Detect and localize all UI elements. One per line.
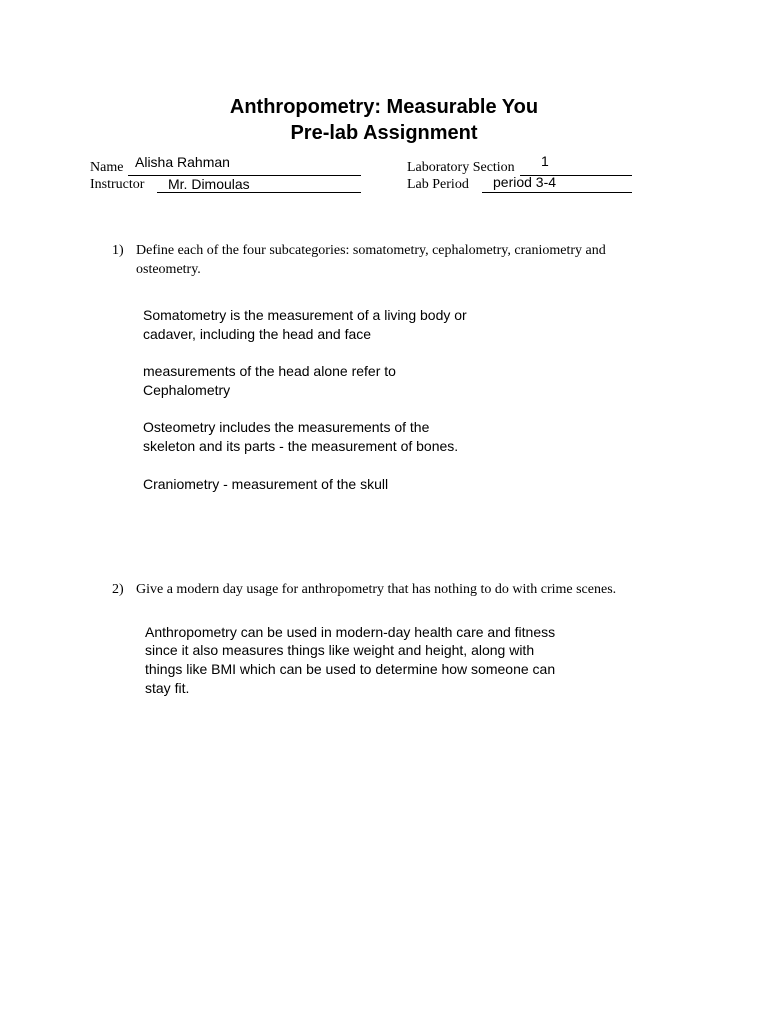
answer-line: skeleton and its parts - the measurement of bones. <box>143 438 459 454</box>
lab-section-value: 1 <box>541 153 549 169</box>
name-value: Alisha Rahman <box>135 154 230 170</box>
answer-line: Cephalometry <box>143 382 231 398</box>
lab-period-value: period 3-4 <box>493 174 557 190</box>
page-subtitle: Pre-lab Assignment <box>290 122 478 144</box>
lab-section-label: Laboratory Section <box>407 160 515 175</box>
question-1 <box>112 241 672 281</box>
lab-period-label: Lab Period <box>407 177 469 192</box>
answer-line: things like BMI which can be used to determine how someone can <box>145 661 556 677</box>
name-label: Name <box>90 160 124 175</box>
question-number: 1) <box>112 243 124 258</box>
answer-line: Craniometry - measurement of the skull <box>143 476 389 492</box>
question-number: 2) <box>112 582 124 597</box>
answer-line: Anthropometry can be used in modern-day health care and fitness <box>145 624 556 640</box>
answer-line: Osteometry includes the measurements of the <box>143 419 430 435</box>
question-text: osteometry. <box>136 262 201 277</box>
lab-period-field-line[interactable] <box>482 192 632 193</box>
question-text: Define each of the four subcategories: somatometry, cephalometry, craniometry and <box>136 243 606 258</box>
answer-line: since it also measures things like weight and height, along with <box>145 642 535 658</box>
instructor-value: Mr. Dimoulas <box>168 176 250 192</box>
answer-line: measurements of the head alone refer to <box>143 363 396 379</box>
instructor-label: Instructor <box>90 177 145 192</box>
question-text: Give a modern day usage for anthropometry that has nothing to do with crime scenes. <box>136 582 617 597</box>
answer-line: cadaver, including the head and face <box>143 326 372 342</box>
answer-line: Somatometry is the measurement of a living body or <box>143 307 467 323</box>
page-title: Anthropometry: Measurable You <box>229 96 539 118</box>
question-2 <box>112 580 692 600</box>
answer-line: stay fit. <box>145 680 190 696</box>
instructor-field-line[interactable] <box>157 192 361 193</box>
